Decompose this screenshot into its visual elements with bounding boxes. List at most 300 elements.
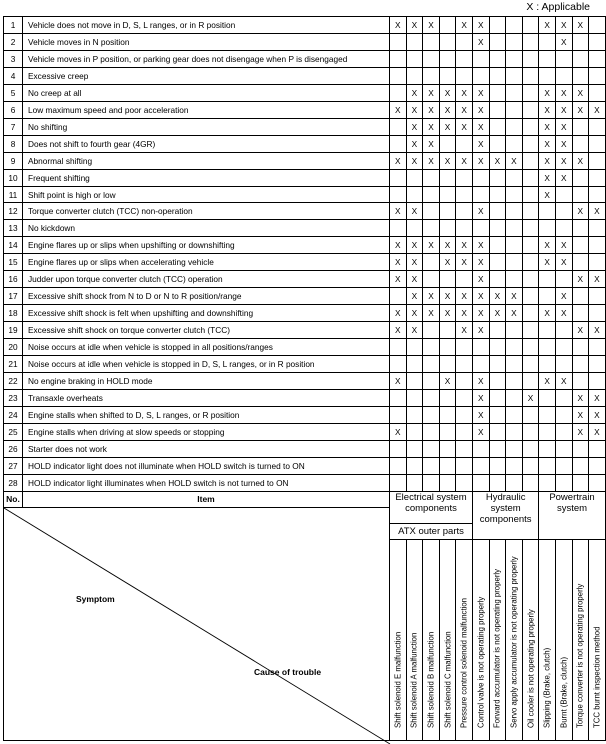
applicable-mark: X bbox=[539, 373, 556, 390]
applicable-mark: X bbox=[472, 373, 489, 390]
applicable-mark: X bbox=[555, 17, 572, 34]
symptom-label: Symptom bbox=[76, 593, 115, 604]
applicable-mark bbox=[390, 288, 407, 305]
row-number: 11 bbox=[4, 186, 23, 203]
applicable-mark bbox=[390, 84, 407, 101]
symptom-row bbox=[4, 186, 606, 203]
group-powertrain: Powertrain system bbox=[539, 491, 605, 539]
applicable-mark bbox=[439, 457, 456, 474]
applicable-mark bbox=[439, 389, 456, 406]
applicable-mark: X bbox=[456, 84, 473, 101]
applicable-mark bbox=[572, 356, 589, 373]
symptom-row bbox=[4, 169, 606, 186]
applicable-mark bbox=[506, 33, 523, 50]
applicable-mark bbox=[506, 186, 523, 203]
applicable-mark bbox=[539, 389, 556, 406]
applicable-mark bbox=[423, 203, 440, 220]
applicable-mark bbox=[390, 440, 407, 457]
applicable-mark bbox=[472, 457, 489, 474]
cause-column-header bbox=[472, 539, 489, 740]
applicable-mark bbox=[390, 135, 407, 152]
subgroup-atx-outer-parts: ATX outer parts bbox=[390, 523, 473, 539]
table-header bbox=[4, 491, 606, 740]
applicable-mark bbox=[439, 220, 456, 237]
applicable-mark bbox=[456, 406, 473, 423]
applicable-mark bbox=[522, 474, 539, 491]
symptom-rows bbox=[4, 17, 606, 492]
applicable-mark: X bbox=[423, 305, 440, 322]
symptom-item: Does not shift to fourth gear (4GR) bbox=[23, 135, 390, 152]
cause-column-header bbox=[439, 539, 456, 740]
cause-label-text: Control valve is not operating properly bbox=[476, 596, 486, 728]
applicable-mark: X bbox=[406, 288, 423, 305]
applicable-mark bbox=[456, 389, 473, 406]
applicable-mark bbox=[572, 186, 589, 203]
applicable-mark: X bbox=[439, 288, 456, 305]
applicable-mark: X bbox=[572, 101, 589, 118]
applicable-mark: X bbox=[572, 203, 589, 220]
applicable-mark bbox=[539, 322, 556, 339]
applicable-mark bbox=[555, 440, 572, 457]
applicable-mark bbox=[489, 67, 506, 84]
applicable-mark bbox=[390, 50, 407, 67]
applicable-mark bbox=[506, 356, 523, 373]
applicable-mark bbox=[506, 389, 523, 406]
applicable-mark bbox=[390, 389, 407, 406]
cause-column-header bbox=[406, 539, 423, 740]
row-number: 5 bbox=[4, 84, 23, 101]
applicable-mark bbox=[390, 186, 407, 203]
applicable-mark bbox=[522, 203, 539, 220]
applicable-mark: X bbox=[472, 288, 489, 305]
row-number: 3 bbox=[4, 50, 23, 67]
applicable-mark bbox=[589, 169, 606, 186]
applicable-mark: X bbox=[555, 373, 572, 390]
applicable-mark bbox=[489, 169, 506, 186]
applicable-mark: X bbox=[539, 254, 556, 271]
row-number: 20 bbox=[4, 339, 23, 356]
applicable-mark bbox=[439, 33, 456, 50]
row-number: 4 bbox=[4, 67, 23, 84]
applicable-mark bbox=[522, 373, 539, 390]
applicable-mark bbox=[489, 220, 506, 237]
applicable-mark: X bbox=[439, 84, 456, 101]
applicable-mark bbox=[489, 356, 506, 373]
symptom-item: Excessive shift shock from N to D or N to R position/range bbox=[23, 288, 390, 305]
applicable-mark bbox=[589, 373, 606, 390]
symptom-item: Abnormal shifting bbox=[23, 152, 390, 169]
applicable-mark: X bbox=[539, 152, 556, 169]
applicable-mark bbox=[439, 406, 456, 423]
applicable-mark bbox=[423, 186, 440, 203]
applicable-mark bbox=[456, 135, 473, 152]
applicable-mark bbox=[439, 203, 456, 220]
header-item: Item bbox=[23, 491, 390, 507]
symptom-row bbox=[4, 423, 606, 440]
applicable-mark: X bbox=[472, 203, 489, 220]
applicable-mark bbox=[456, 356, 473, 373]
applicable-mark: X bbox=[423, 288, 440, 305]
applicable-mark bbox=[506, 203, 523, 220]
symptom-item: No creep at all bbox=[23, 84, 390, 101]
cause-label-text: Burnt (Brake, clutch) bbox=[559, 656, 569, 728]
applicable-mark: X bbox=[589, 389, 606, 406]
applicable-mark: X bbox=[472, 423, 489, 440]
applicable-mark: X bbox=[406, 305, 423, 322]
applicable-mark bbox=[589, 17, 606, 34]
applicable-mark: X bbox=[439, 305, 456, 322]
applicable-mark bbox=[489, 33, 506, 50]
symptom-row bbox=[4, 84, 606, 101]
applicable-mark bbox=[423, 474, 440, 491]
applicable-mark bbox=[472, 186, 489, 203]
group-hydraulic: Hydraulic system components bbox=[472, 491, 538, 539]
applicable-mark bbox=[489, 254, 506, 271]
row-number: 23 bbox=[4, 389, 23, 406]
symptom-item: Noise occurs at idle when vehicle is stopped in D, S, L ranges, or in R position bbox=[23, 356, 390, 373]
applicable-mark bbox=[555, 203, 572, 220]
applicable-mark: X bbox=[555, 118, 572, 135]
applicable-mark: X bbox=[390, 152, 407, 169]
cause-column-header bbox=[572, 539, 589, 740]
applicable-mark bbox=[572, 305, 589, 322]
applicable-mark: X bbox=[506, 152, 523, 169]
applicable-mark: X bbox=[539, 135, 556, 152]
symptom-row bbox=[4, 67, 606, 84]
applicable-mark: X bbox=[555, 84, 572, 101]
applicable-mark bbox=[589, 33, 606, 50]
applicable-mark bbox=[390, 356, 407, 373]
applicable-mark bbox=[572, 474, 589, 491]
applicable-mark: X bbox=[472, 389, 489, 406]
applicable-mark: X bbox=[390, 101, 407, 118]
applicable-mark bbox=[522, 186, 539, 203]
applicable-mark bbox=[406, 474, 423, 491]
applicable-mark bbox=[390, 33, 407, 50]
applicable-mark bbox=[539, 423, 556, 440]
symptom-row bbox=[4, 356, 606, 373]
row-number: 17 bbox=[4, 288, 23, 305]
applicable-mark bbox=[406, 67, 423, 84]
applicable-mark bbox=[555, 339, 572, 356]
applicable-mark: X bbox=[439, 101, 456, 118]
applicable-mark bbox=[423, 271, 440, 288]
symptom-cause-table bbox=[3, 16, 606, 741]
applicable-mark: X bbox=[456, 322, 473, 339]
applicable-mark bbox=[506, 101, 523, 118]
applicable-mark bbox=[472, 50, 489, 67]
applicable-mark: X bbox=[406, 271, 423, 288]
applicable-mark bbox=[539, 406, 556, 423]
applicable-mark: X bbox=[390, 254, 407, 271]
applicable-mark bbox=[423, 389, 440, 406]
symptom-item: No shifting bbox=[23, 118, 390, 135]
applicable-mark bbox=[589, 339, 606, 356]
applicable-mark: X bbox=[472, 17, 489, 34]
symptom-item: Transaxle overheats bbox=[23, 389, 390, 406]
applicable-mark bbox=[489, 322, 506, 339]
applicable-mark bbox=[589, 118, 606, 135]
applicable-mark bbox=[506, 118, 523, 135]
applicable-mark bbox=[456, 440, 473, 457]
applicable-mark bbox=[439, 186, 456, 203]
cause-column-header bbox=[489, 539, 506, 740]
applicable-mark bbox=[472, 220, 489, 237]
applicable-legend: X : Applicable bbox=[526, 1, 590, 13]
applicable-mark: X bbox=[406, 135, 423, 152]
applicable-mark bbox=[522, 17, 539, 34]
applicable-mark bbox=[539, 339, 556, 356]
symptom-row bbox=[4, 457, 606, 474]
applicable-mark: X bbox=[406, 101, 423, 118]
applicable-mark bbox=[539, 356, 556, 373]
applicable-mark bbox=[456, 220, 473, 237]
row-number: 26 bbox=[4, 440, 23, 457]
applicable-mark bbox=[423, 356, 440, 373]
applicable-mark bbox=[423, 254, 440, 271]
symptom-cause-diagonal-cell bbox=[4, 507, 390, 740]
applicable-mark bbox=[589, 474, 606, 491]
applicable-mark bbox=[555, 50, 572, 67]
applicable-mark bbox=[456, 271, 473, 288]
applicable-mark bbox=[423, 423, 440, 440]
symptom-item: Engine flares up or slips when accelerating vehicle bbox=[23, 254, 390, 271]
symptom-item: Noise occurs at idle when vehicle is stopped in all positions/ranges bbox=[23, 339, 390, 356]
group-electrical: Electrical system components bbox=[390, 491, 473, 523]
applicable-mark bbox=[589, 440, 606, 457]
applicable-mark bbox=[472, 169, 489, 186]
cause-label-text: Shift solenoid A malfunction bbox=[409, 632, 419, 728]
applicable-mark: X bbox=[539, 17, 556, 34]
cause-label-text: TCC burnt inspection method bbox=[592, 626, 602, 728]
applicable-mark: X bbox=[439, 373, 456, 390]
applicable-mark: X bbox=[522, 389, 539, 406]
applicable-mark bbox=[489, 474, 506, 491]
symptom-row bbox=[4, 17, 606, 34]
symptom-item: Excessive shift shock is felt when upshifting and downshifting bbox=[23, 305, 390, 322]
symptom-row bbox=[4, 373, 606, 390]
applicable-mark bbox=[572, 254, 589, 271]
applicable-mark: X bbox=[472, 305, 489, 322]
applicable-mark: X bbox=[555, 33, 572, 50]
symptom-item: Engine flares up or slips when upshifting or downshifting bbox=[23, 237, 390, 254]
applicable-mark bbox=[439, 339, 456, 356]
symptom-item: No engine braking in HOLD mode bbox=[23, 373, 390, 390]
applicable-mark bbox=[506, 237, 523, 254]
applicable-mark bbox=[522, 33, 539, 50]
applicable-mark: X bbox=[406, 203, 423, 220]
row-number: 1 bbox=[4, 17, 23, 34]
applicable-mark bbox=[406, 169, 423, 186]
applicable-mark bbox=[456, 474, 473, 491]
applicable-mark bbox=[589, 50, 606, 67]
applicable-mark: X bbox=[390, 423, 407, 440]
applicable-mark bbox=[456, 186, 473, 203]
applicable-mark: X bbox=[390, 322, 407, 339]
applicable-mark: X bbox=[439, 118, 456, 135]
applicable-mark: X bbox=[456, 152, 473, 169]
applicable-mark bbox=[489, 118, 506, 135]
applicable-mark bbox=[439, 440, 456, 457]
applicable-mark bbox=[506, 84, 523, 101]
applicable-mark bbox=[423, 33, 440, 50]
applicable-mark: X bbox=[456, 237, 473, 254]
applicable-mark bbox=[522, 135, 539, 152]
applicable-mark bbox=[456, 203, 473, 220]
applicable-mark bbox=[572, 440, 589, 457]
applicable-mark bbox=[439, 423, 456, 440]
applicable-mark bbox=[506, 440, 523, 457]
applicable-mark bbox=[522, 169, 539, 186]
applicable-mark bbox=[390, 406, 407, 423]
applicable-mark: X bbox=[555, 288, 572, 305]
applicable-mark bbox=[489, 101, 506, 118]
row-number: 15 bbox=[4, 254, 23, 271]
diagonal-divider bbox=[4, 508, 390, 744]
applicable-mark bbox=[589, 152, 606, 169]
applicable-mark: X bbox=[572, 406, 589, 423]
applicable-mark bbox=[456, 339, 473, 356]
cause-label: Cause of trouble bbox=[254, 666, 322, 677]
symptom-row bbox=[4, 271, 606, 288]
applicable-mark: X bbox=[390, 203, 407, 220]
applicable-mark: X bbox=[539, 118, 556, 135]
cause-label-text: Slipping (Brake, clutch) bbox=[542, 647, 552, 728]
applicable-mark bbox=[489, 50, 506, 67]
applicable-mark: X bbox=[572, 152, 589, 169]
applicable-mark bbox=[390, 118, 407, 135]
applicable-mark bbox=[406, 373, 423, 390]
applicable-mark bbox=[589, 186, 606, 203]
applicable-mark: X bbox=[390, 17, 407, 34]
symptom-row bbox=[4, 220, 606, 237]
applicable-mark bbox=[439, 67, 456, 84]
applicable-mark bbox=[406, 406, 423, 423]
applicable-mark bbox=[572, 220, 589, 237]
applicable-mark: X bbox=[506, 305, 523, 322]
applicable-mark: X bbox=[489, 305, 506, 322]
applicable-mark bbox=[439, 356, 456, 373]
applicable-mark bbox=[489, 135, 506, 152]
applicable-mark bbox=[406, 33, 423, 50]
symptom-row bbox=[4, 203, 606, 220]
applicable-mark: X bbox=[472, 84, 489, 101]
applicable-mark bbox=[489, 440, 506, 457]
applicable-mark bbox=[506, 220, 523, 237]
applicable-mark bbox=[506, 457, 523, 474]
applicable-mark bbox=[539, 271, 556, 288]
applicable-mark: X bbox=[406, 237, 423, 254]
applicable-mark bbox=[589, 84, 606, 101]
applicable-mark bbox=[489, 271, 506, 288]
applicable-mark bbox=[572, 237, 589, 254]
cause-label-text: Oil cooler is not operating properly bbox=[526, 608, 536, 728]
applicable-mark bbox=[572, 50, 589, 67]
applicable-mark bbox=[572, 373, 589, 390]
applicable-mark bbox=[539, 50, 556, 67]
row-number: 9 bbox=[4, 152, 23, 169]
applicable-mark bbox=[406, 356, 423, 373]
applicable-mark: X bbox=[472, 101, 489, 118]
symptom-row bbox=[4, 152, 606, 169]
row-number: 18 bbox=[4, 305, 23, 322]
applicable-mark: X bbox=[472, 254, 489, 271]
applicable-mark bbox=[406, 186, 423, 203]
applicable-mark bbox=[522, 237, 539, 254]
applicable-mark bbox=[555, 457, 572, 474]
applicable-mark bbox=[489, 457, 506, 474]
row-number: 13 bbox=[4, 220, 23, 237]
symptom-row bbox=[4, 101, 606, 118]
applicable-mark bbox=[489, 186, 506, 203]
row-number: 27 bbox=[4, 457, 23, 474]
cause-label-text: Pressure control solenoid malfunction bbox=[459, 597, 469, 728]
applicable-mark: X bbox=[456, 118, 473, 135]
applicable-mark bbox=[589, 356, 606, 373]
applicable-mark bbox=[522, 288, 539, 305]
applicable-mark: X bbox=[506, 288, 523, 305]
applicable-mark: X bbox=[456, 101, 473, 118]
applicable-mark: X bbox=[423, 152, 440, 169]
applicable-mark bbox=[506, 322, 523, 339]
applicable-mark bbox=[439, 135, 456, 152]
applicable-mark bbox=[423, 67, 440, 84]
symptom-item: Judder upon torque converter clutch (TCC) operation bbox=[23, 271, 390, 288]
applicable-mark: X bbox=[555, 101, 572, 118]
applicable-mark: X bbox=[390, 373, 407, 390]
applicable-mark bbox=[423, 169, 440, 186]
applicable-mark bbox=[522, 50, 539, 67]
applicable-mark bbox=[506, 135, 523, 152]
applicable-mark bbox=[539, 67, 556, 84]
symptom-row bbox=[4, 237, 606, 254]
applicable-mark bbox=[406, 220, 423, 237]
applicable-mark bbox=[589, 237, 606, 254]
applicable-mark bbox=[522, 118, 539, 135]
symptom-item: HOLD indicator light does not illuminate when HOLD switch is turned to ON bbox=[23, 457, 390, 474]
symptom-item: Vehicle moves in N position bbox=[23, 33, 390, 50]
cause-column-header bbox=[555, 539, 572, 740]
applicable-mark bbox=[572, 457, 589, 474]
applicable-mark bbox=[489, 406, 506, 423]
symptom-row bbox=[4, 406, 606, 423]
applicable-mark: X bbox=[539, 186, 556, 203]
applicable-mark bbox=[522, 356, 539, 373]
applicable-mark: X bbox=[572, 271, 589, 288]
applicable-mark bbox=[489, 17, 506, 34]
applicable-mark bbox=[406, 457, 423, 474]
symptom-row bbox=[4, 305, 606, 322]
applicable-mark bbox=[572, 135, 589, 152]
applicable-mark bbox=[406, 50, 423, 67]
applicable-mark bbox=[489, 237, 506, 254]
row-number: 8 bbox=[4, 135, 23, 152]
applicable-mark bbox=[589, 67, 606, 84]
applicable-mark bbox=[456, 373, 473, 390]
applicable-mark: X bbox=[472, 406, 489, 423]
applicable-mark bbox=[522, 220, 539, 237]
applicable-mark bbox=[506, 339, 523, 356]
applicable-mark: X bbox=[555, 254, 572, 271]
applicable-mark bbox=[489, 389, 506, 406]
applicable-mark: X bbox=[472, 33, 489, 50]
applicable-mark: X bbox=[555, 152, 572, 169]
cause-column-header bbox=[456, 539, 473, 740]
applicable-mark: X bbox=[390, 237, 407, 254]
applicable-mark bbox=[589, 288, 606, 305]
applicable-mark bbox=[472, 440, 489, 457]
symptom-row bbox=[4, 389, 606, 406]
